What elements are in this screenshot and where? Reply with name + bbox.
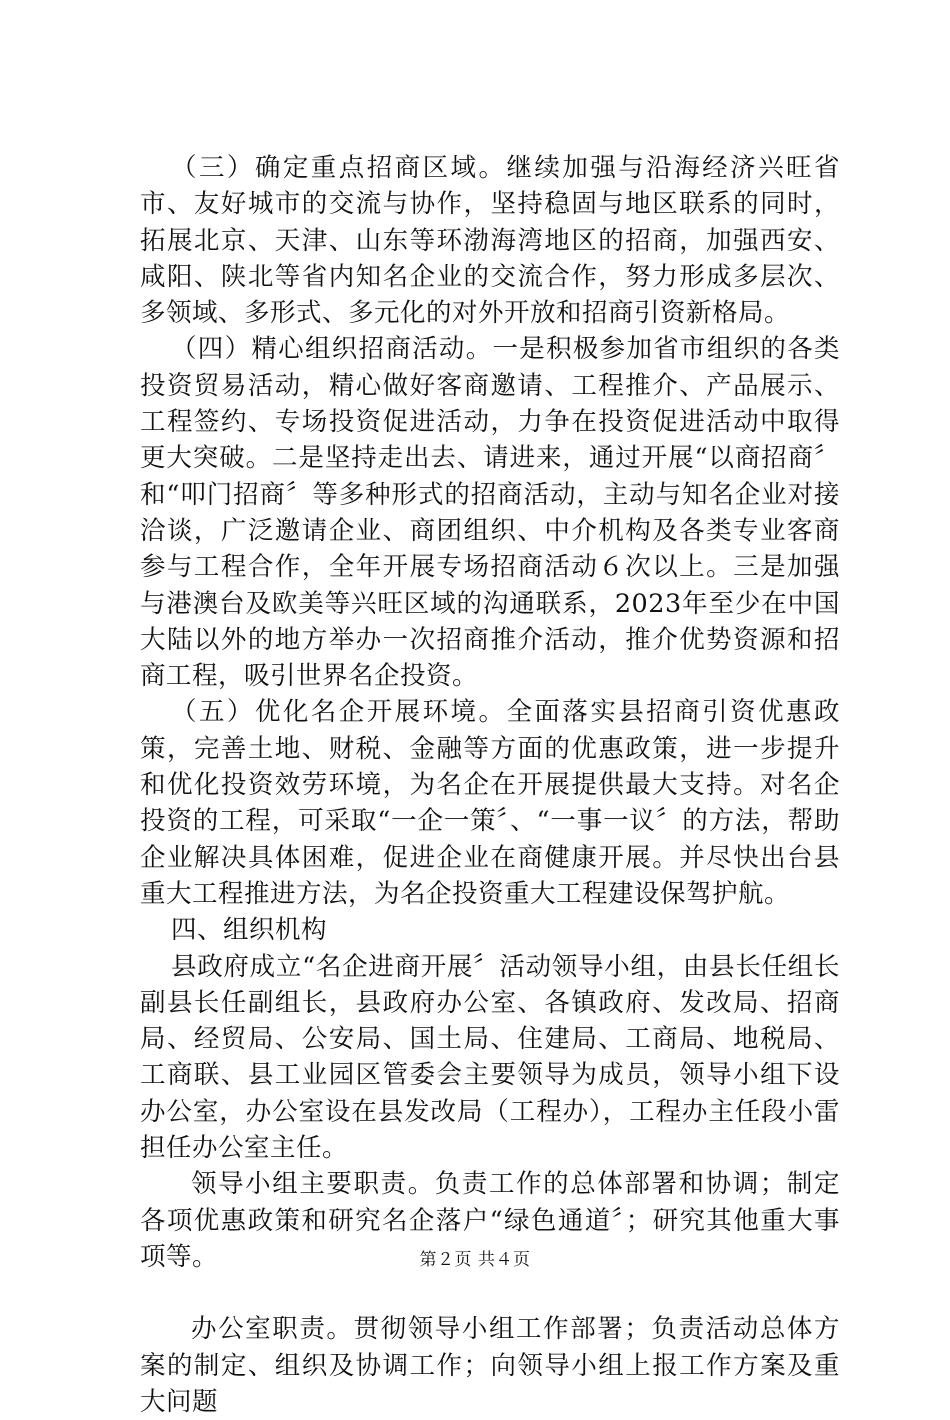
document-body xyxy=(140,150,840,1420)
paragraph-leading-group: 县政府成立“名企进商开展〞活动领导小组，由县长任组长副县长任副组长，县政府办公室、各镇政府、发改局、招商局、经贸局、公安局、国土局、住建局、工商局、地税局、工商联、县工业园区管委会主要领导为成员，领导小组下设办公室，办公室设在县发改局（工程办），工程办主任段小雷担任办公室主任。 xyxy=(140,951,840,1164)
page-number-footer: 第２页 共４页 xyxy=(419,1250,531,1270)
paragraph-gap xyxy=(140,1275,840,1311)
paragraph-organize-activities: （四）精心组织招商活动。一是积极参加省市组织的各类投资贸易活动，精心做好客商邀请、工程推介、产品展示、工程签约、专场投资促进活动，力争在投资促进活动中取得更大突破。二是坚持走出去、请进来，通过开展“以商招商〞和“叩门招商〞等多种形式的招商活动，主动与知名企业对接洽谈，广泛邀请企业、商团组织、中介机构及各类专业客商参与工程合作，全年开展专场招商活动６次以上。三是加强与港澳台及欧美等兴旺区域的沟通联系，2023年至少在中国大陆以外的地方举办一次招商推介活动，推介优势资源和招商工程，吸引世界名企投资。 xyxy=(140,334,840,692)
section-heading-organization: 四、组织机构 xyxy=(171,915,328,946)
paragraph-optimize-environment: （五）优化名企开展环境。全面落实县招商引资优惠政策，完善土地、财税、金融等方面的优惠政策，进一步提升和优化投资效劳环境，为名企在开展提供最大支持。对名企投资的工程，可采取“一企一策〞、“一事一议〞的方法，帮助企业解决具体困难，促进企业在商健康开展。并尽快出台县重大工程推进方法，为名企投资重大工程建设保驾护航。 xyxy=(140,697,840,909)
paragraph-group-duties: 领导小组主要职责。负责工作的总体部署和协调；制定各项优惠政策和研究名企落户“绿色通道〞；研究其他重大事项等。 xyxy=(140,1169,840,1272)
paragraph-key-regions: （三）确定重点招商区域。继续加强与沿海经济兴旺省市、友好城市的交流与协作，坚持稳固与地区联系的同时，拓展北京、天津、山东等环渤海湾地区的招商，加强西安、咸阳、陕北等省内知名企业的交流合作，努力形成多层次、多领域、多形式、多元化的对外开放和招商引资新格局。 xyxy=(140,153,840,329)
paragraph-office-duties: 办公室职责。贯彻领导小组工作部署；负责活动总体方案的制定、组织及协调工作；向领导小组上报工作方案及重大问题 xyxy=(140,1314,840,1417)
